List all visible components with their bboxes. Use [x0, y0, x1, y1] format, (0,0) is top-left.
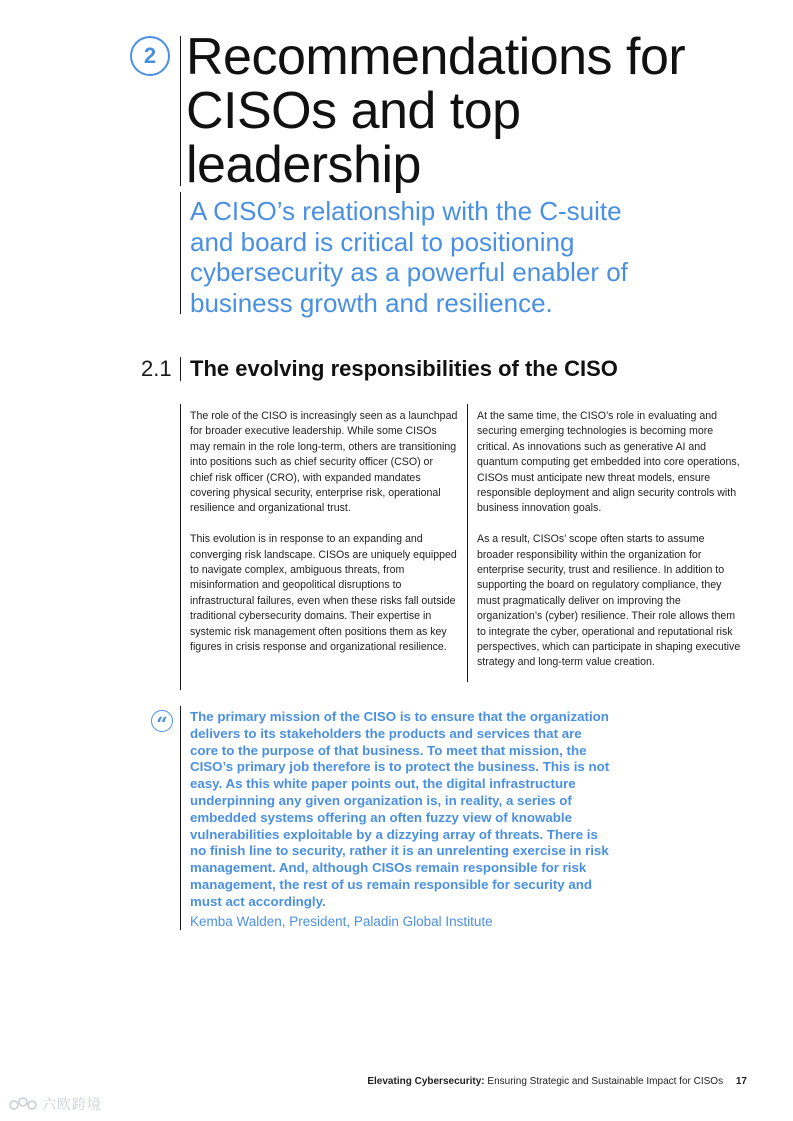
body-paragraph: The role of the CISO is increasingly seen as a launchpad for broader executive leadership. While some CISOs may remain in the role long-term, others are transitioning into positions such as chief security officer (CSO) or chief risk officer (CRO), with expanded mandates covering physical security, enterprise risk, operational resilience and organizational trust.: [190, 410, 458, 515]
column-divider-middle: [467, 404, 468, 682]
body-paragraph: This evolution is in response to an expanding and converging risk landscape. CISOs are uniquely equipped to navigate complex, ambiguous threats, from misinformation and geopolitical disruptions to infrastructural failures, even when these risks fall outside traditional cybersecurity domains. Their expertise in systemic risk management often positions them as key figures in crisis response and organizational resilience.: [190, 533, 457, 654]
chapter-subtitle: A CISO’s relationship with the C-suite and board is critical to positioning cybersecurity as a powerful enabler of business growth and resilience.: [190, 196, 628, 318]
body-paragraph: As a result, CISOs’ scope often starts to assume broader responsibility within the organization for enterprise security, trust and resilience. In addition to supporting the board on regulatory compliance, they must pragmatically deliver on improving the organization’s (cyber) resilience. Their role allows them to integrate the cyber, operational and reputational risk perspectives, which can participate in shaping executive strategy and long-term value creation.: [477, 533, 741, 669]
footer-report-subtitle: Ensuring Strategic and Sustainable Impact for CISOs: [487, 1076, 724, 1087]
watermark: [8, 1094, 102, 1114]
quote-icon: “: [151, 710, 173, 732]
watermark-text: 六欧跨境: [42, 1096, 102, 1112]
title-divider: [180, 36, 181, 186]
section-title: The evolving responsibilities of the CISO: [190, 356, 618, 381]
body-column-right: [477, 409, 743, 686]
footer-report-title: Elevating Cybersecurity:: [367, 1076, 485, 1087]
body-column-left: [190, 409, 458, 671]
section-divider: [180, 357, 181, 381]
page-footer: [367, 1075, 747, 1089]
chapter-number-badge: [130, 36, 170, 76]
pull-quote-text: The primary mission of the CISO is to ensure that the organization delivers to its stakeholders the products and services that are core to the purpose of that business. To meet that mission, the CISO’s primary job therefore is to protect the business. This is not easy. As this white paper points out, the digital infrastructure underpinning any given organization is, in reality, a series of embedded systems offering an often fuzzy view of knowable vulnerabilities exploitable by a dizzying array of threats. There is no finish line to security, rather it is an unrelenting exercise in risk management. And, although CISOs remain responsible for risk management, the rest of us remain responsible for security and must act accordingly.: [190, 709, 610, 909]
column-divider-left: [180, 404, 181, 690]
pull-quote-attribution: Kemba Walden, President, Paladin Global Institute: [190, 914, 493, 929]
body-paragraph: At the same time, the CISO’s role in evaluating and securing emerging technologies is becoming more critical. As innovations such as generative AI and quantum computing get embedded into core operations, CISOs must anticipate new threat models, ensure responsible deployment and align security controls with business innovation goals.: [477, 410, 740, 515]
subtitle-divider: [180, 192, 181, 314]
section-number: 2.1: [141, 356, 172, 381]
chapter-title: Recommendations for CISOs and top leadership: [186, 28, 686, 194]
watermark-logo-icon: [8, 1095, 38, 1113]
page-number: 17: [735, 1076, 747, 1087]
quote-divider: [180, 706, 181, 930]
chapter-number: 2: [143, 43, 157, 68]
